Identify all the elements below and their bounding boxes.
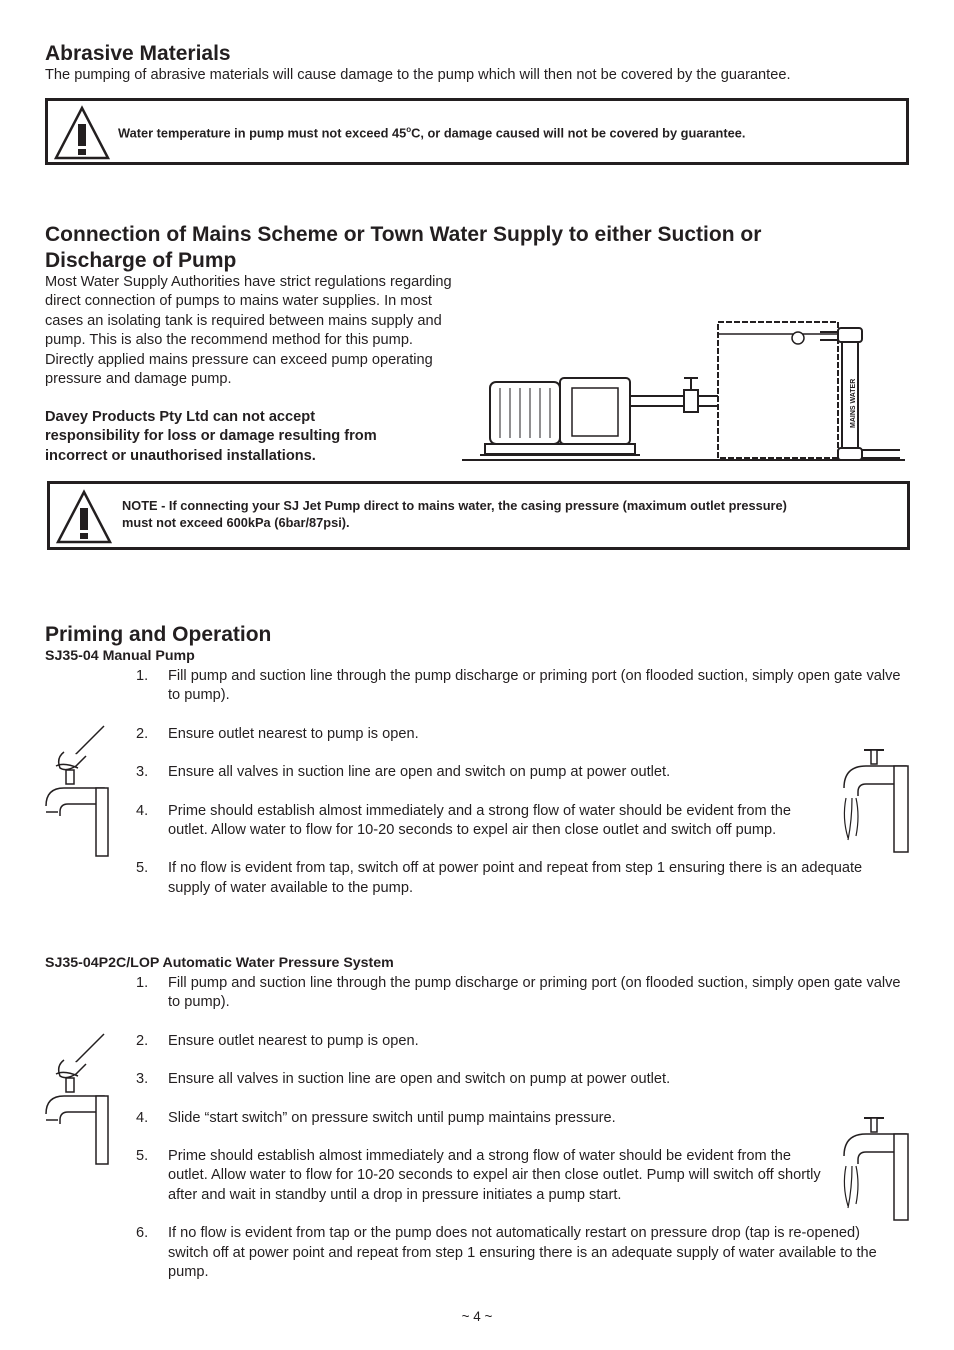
automatic-step: 1. Fill pump and suction line through the pump discharge or priming port (on flooded suction, simply open gate valve to pump). xyxy=(136,975,901,1011)
warning-icon xyxy=(53,105,111,161)
mains-note-text: NOTE - If connecting your SJ Jet Pump direct to mains water, the casing pressure (maximum outlet pressure) must not exceed 600kPa (6bar/87psi). xyxy=(122,498,787,530)
hand-tap-illustration xyxy=(42,1030,112,1165)
mains-disclaimer: Davey Products Pty Ltd can not accept responsibility for loss or damage resulting from incorrect or unauthorised installations. xyxy=(45,409,377,464)
hand-tap-illustration xyxy=(42,722,112,857)
temperature-warning-box xyxy=(45,98,909,165)
running-tap-illustration xyxy=(836,1116,911,1221)
manual-step: 1. Fill pump and suction line through the pump discharge or priming port (on flooded suction, simply open gate valve to pump). xyxy=(136,668,901,704)
manual-steps xyxy=(136,667,904,898)
automatic-step: 3. Ensure all valves in suction line are open and switch on pump at power outlet. xyxy=(136,1071,671,1088)
automatic-step: 4. Slide “start switch” on pressure switch until pump maintains pressure. xyxy=(136,1109,616,1126)
temperature-warning-text: Water temperature in pump must not exceed 45$^o$C, or damage caused will not be covered by guarantee. xyxy=(118,125,746,141)
mains-note-box xyxy=(47,481,910,550)
warning-icon xyxy=(55,489,113,545)
automatic-system-title: SJ35-04P2C/LOP Automatic Water Pressure System xyxy=(45,955,394,971)
mains-heading: Connection of Mains Scheme or Town Water Supply to either Suction or Discharge of Pump xyxy=(45,223,762,272)
automatic-steps xyxy=(136,974,904,1282)
pump-tank-diagram xyxy=(460,310,910,465)
manual-pump-title: SJ35-04 Manual Pump xyxy=(45,648,195,664)
mains-water-label: MAINS WATER xyxy=(850,378,857,428)
abrasive-text: The pumping of abrasive materials will cause damage to the pump which will then not be covered by the guarantee. xyxy=(45,67,791,83)
manual-step: 4. Prime should establish almost immediately and a strong flow of water should be evident from the outlet. Allow water to flow for 10-20 seconds to expel air then close outlet and switch off pump. xyxy=(136,802,791,839)
mains-paragraph: Most Water Supply Authorities have strict regulations regarding direct connection of pumps to mains water supplies. In most cases an isolating tank is required between mains supply and pump. This is also the recommend method for this pump. Directly applied mains pressure can exceed pump operating pressure and damage pump. xyxy=(45,274,452,388)
automatic-step: 6. If no flow is evident from tap or the pump does not automatically restart on pressure drop (tap is re-opened) switch off at power point and repeat from step 1 ensuring there is an adequate supply of water available to the pump. xyxy=(136,1225,877,1281)
manual-step: 3. Ensure all valves in suction line are open and switch on pump at power outlet. xyxy=(136,764,671,781)
manual-step: 2. Ensure outlet nearest to pump is open. xyxy=(136,725,419,742)
automatic-step: 5. Prime should establish almost immediately and a strong flow of water should be evident from the outlet. Allow water to flow for 10-20 seconds to expel air then close outlet. Pump will switch off shortly after and wait in standby until a drop in pressure initiates a pump start. xyxy=(136,1148,821,1203)
running-tap-illustration xyxy=(836,748,911,853)
priming-heading: Priming and Operation xyxy=(45,623,272,646)
manual-step: 5. If no flow is evident from tap, switch off at power point and repeat from step 1 ensuring there is an adequate supply of water available to the pump. xyxy=(136,860,863,896)
page-number: ~ 4 ~ xyxy=(461,1309,493,1324)
automatic-step: 2. Ensure outlet nearest to pump is open. xyxy=(136,1032,419,1049)
abrasive-heading: Abrasive Materials xyxy=(45,42,231,65)
